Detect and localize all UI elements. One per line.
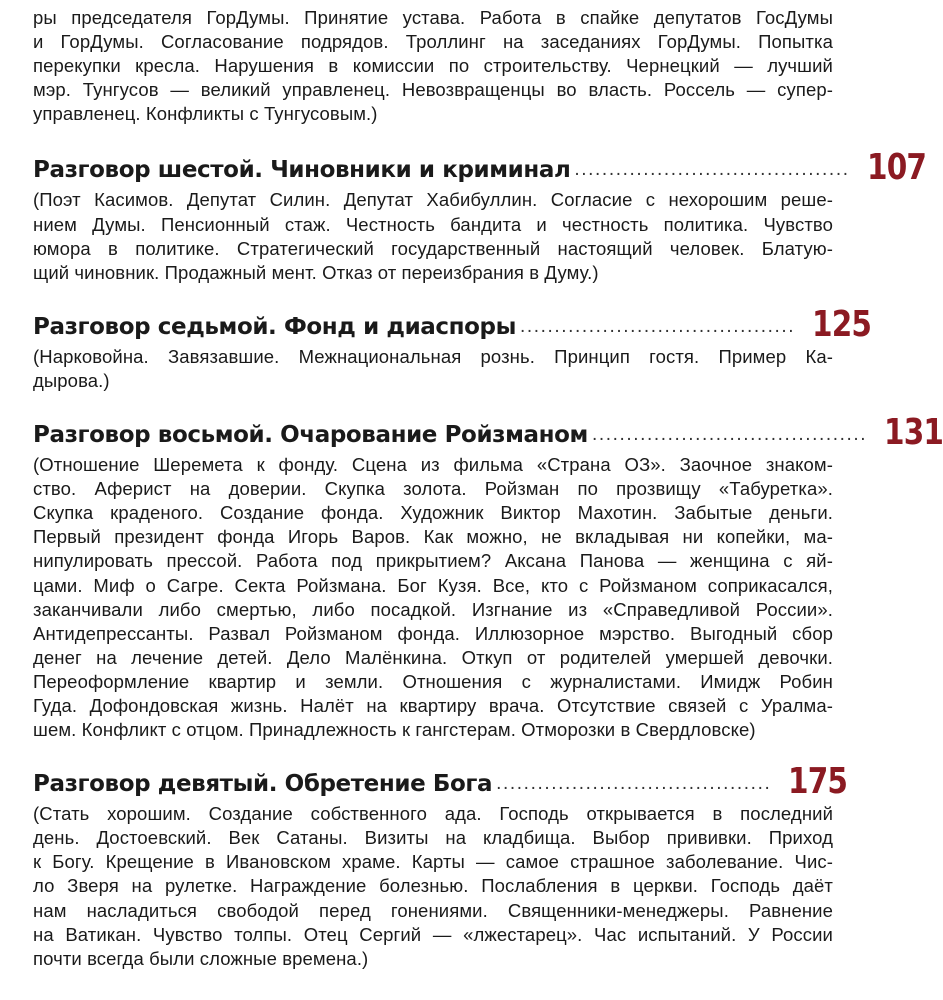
text-line: нием Думы. Пенсионный стаж. Честность бандита и честность политика. Чувство: [33, 213, 833, 235]
toc-page: [33, 6, 943, 971]
toc-heading-row[interactable]: [33, 147, 926, 189]
text-line: ры председателя ГорДумы. Принятие устава. Работа в спайке депутатов ГосДумы: [33, 7, 833, 28]
text-line: юмора в политике. Стратегический государственный настоящий человек. Блатую-: [33, 237, 833, 259]
leader-dots: ........................................: [520, 315, 796, 337]
toc-heading-row[interactable]: [33, 412, 943, 454]
text-line: цами. Миф о Сагре. Секта Ройзмана. Бог Кузя. Все, кто с Ройзманом соприкасался,: [33, 574, 833, 596]
text-line: нипулировать прессой. Работа под прикрытием? Аксана Панова — женщина с яй-: [33, 550, 833, 572]
text-line: Скупка краденого. Создание фонда. Художник Виктор Махотин. Забытые деньги.: [33, 502, 833, 524]
text-line: щий чиновник. Продажный мент. Отказ от переизбрания в Думу.): [33, 261, 599, 283]
text-line: Гуда. Дофондовская жизнь. Налёт на квартиру врача. Отсутствие связей с Уралма-: [33, 694, 833, 716]
text-line: (Стать хорошим. Создание собственного ада. Господь открывается в последний: [33, 803, 833, 825]
leader-dots: ........................................: [591, 424, 868, 446]
toc-entry-8: [33, 412, 943, 742]
intro-continuation: [33, 6, 833, 126]
page-number: 175: [788, 761, 848, 803]
toc-heading-row[interactable]: [33, 761, 848, 803]
page-number: 107: [866, 147, 926, 189]
page-number: 125: [812, 303, 872, 345]
leader-dots: ........................................: [496, 773, 772, 795]
chapter-title: Разговор девятый. Обретение Бога: [33, 771, 493, 798]
toc-entry-6: [33, 147, 926, 284]
text-line: денег на лечение детей. Дело Малёнкина. Откуп от родителей умершей девочки.: [33, 646, 833, 668]
toc-entry-7: [33, 303, 872, 393]
toc-heading-row[interactable]: [33, 303, 872, 345]
text-line: перекупки кресла. Нарушения в комиссии по строительству. Чернецкий — лучший: [33, 55, 833, 77]
leader-dots: ........................................: [574, 159, 850, 181]
text-line: и ГорДумы. Согласование подрядов. Троллинг на заседаниях ГорДумы. Попытка: [33, 31, 833, 53]
chapter-title: Разговор восьмой. Очарование Ройзманом: [33, 422, 588, 449]
text-line: управленец. Конфликты с Тунгусовым.): [33, 103, 378, 125]
toc-entry-9: [33, 761, 848, 971]
text-line: нам насладиться свободой перед гонениями. Священники-менеджеры. Равнение: [33, 899, 833, 921]
text-line: Антидепрессанты. Развал Ройзманом фонда. Иллюзорное мэрство. Выгодный сбор: [33, 622, 833, 644]
chapter-title: Разговор седьмой. Фонд и диаспоры: [33, 313, 517, 340]
text-line: почти всегда были сложные времена.): [33, 947, 369, 969]
text-line: мэр. Тунгусов — великий управленец. Невозвращенцы во власть. Россель — супер-: [33, 79, 833, 101]
text-line: Переоформление квартир и земли. Отношения с журналистами. Имидж Робин: [33, 670, 833, 692]
text-line: ло Зверя на рулетке. Награждение болезнью. Послабления в церкви. Господь даёт: [33, 875, 833, 897]
chapter-title: Разговор шестой. Чиновники и криминал: [33, 157, 571, 184]
text-line: (Поэт Касимов. Депутат Силин. Депутат Хабибуллин. Согласие с нехорошим реше-: [33, 189, 833, 211]
text-line: ство. Аферист на доверии. Скупка золота. Ройзман по прозвищу «Табуретка».: [33, 478, 833, 500]
text-line: заканчивали либо смертью, либо посадкой. Изгнание из «Справедливой России».: [33, 598, 833, 620]
text-line: (Отношение Шеремета к фонду. Сцена из фильма «Страна ОЗ». Заочное знаком-: [33, 454, 833, 476]
text-line: (Нарковойна. Завязавшие. Межнациональная рознь. Принцип гостя. Пример Ка-: [33, 345, 833, 367]
text-line: на Ватикан. Чувство толпы. Отец Сергий — «лжестарец». Час испытаний. У России: [33, 923, 833, 945]
text-line: к Богу. Крещение в Ивановском храме. Карты — самое страшное заболевание. Чис-: [33, 851, 833, 873]
text-line: дырова.): [33, 369, 110, 391]
text-line: Первый президент фонда Игорь Варов. Как можно, не вкладывая ни копейки, ма-: [33, 526, 833, 548]
text-line: шем. Конфликт с отцом. Принадлежность к гангстерам. Отморозки в Свердловске): [33, 719, 756, 741]
text-line: день. Достоевский. Век Сатаны. Визиты на кладбища. Выбор прививки. Приход: [33, 827, 833, 849]
page-number: 131: [884, 412, 943, 454]
